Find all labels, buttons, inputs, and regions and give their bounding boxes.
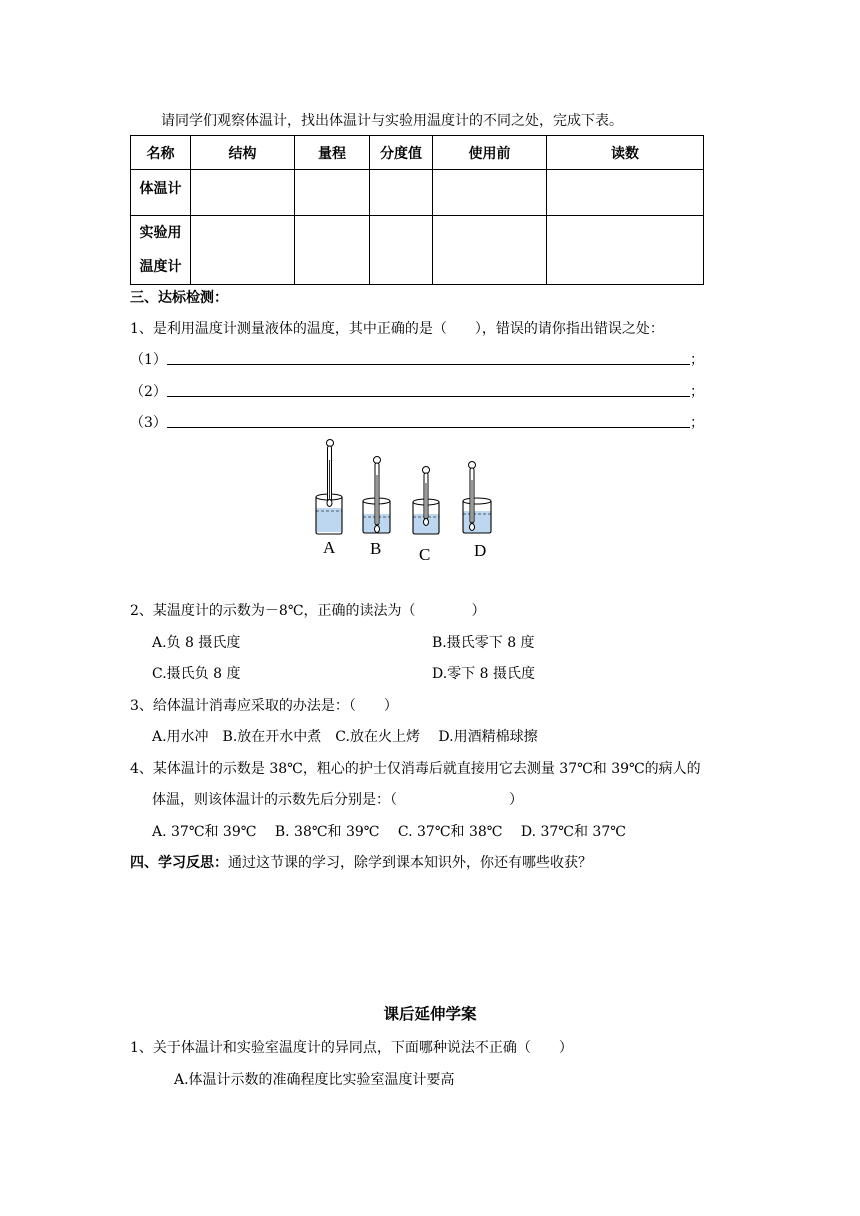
label-d: D	[474, 541, 487, 560]
label-c: C	[419, 545, 431, 564]
table-cell[interactable]	[370, 216, 433, 285]
q2-option-c[interactable]: C.摄氏负 8 度	[152, 666, 241, 682]
liquid-d	[463, 511, 491, 533]
table-cell[interactable]	[547, 170, 704, 216]
after-class-title: 课后延伸学案	[383, 1005, 477, 1023]
beaker-b	[363, 457, 390, 534]
table-cell[interactable]	[433, 170, 547, 216]
question-4-line-2: 体温，则该体温计的示数先后分别是：（ ）	[152, 792, 523, 808]
beaker-c	[413, 467, 439, 535]
section-4-text: 通过这节课的学习，除学到课本知识外，你还有哪些收获？	[228, 855, 592, 871]
q2-option-b[interactable]: B.摄氏零下 8 度	[432, 635, 535, 651]
header-division: 分度值	[370, 136, 433, 170]
q2-option-a[interactable]: A.负 8 摄氏度	[152, 635, 241, 651]
intro-text: 请同学们观察体温计，找出体温计与实验用温度计的不同之处，完成下表。	[161, 113, 623, 129]
thermometer-beakers-figure	[295, 435, 515, 567]
q4-options[interactable]: A. 37℃和 39℃ B. 38℃和 39℃ C. 37℃和 38℃ D. 37℃和 37℃	[152, 824, 626, 840]
thermometer-comparison-table	[130, 135, 704, 285]
table-header-row	[131, 136, 704, 170]
header-structure: 结构	[191, 136, 295, 170]
table-cell[interactable]	[191, 170, 295, 216]
section-4-heading: 四、学习反思：	[130, 855, 228, 871]
question-1: 1、是利用温度计测量液体的温度，其中正确的是（ ），错误的请你指出错误之处：	[130, 321, 664, 337]
table-cell[interactable]	[295, 216, 370, 285]
answer-label-2: （2）	[130, 384, 167, 400]
answer-line-1[interactable]	[167, 364, 690, 365]
beaker-a	[316, 440, 342, 535]
header-before-use: 使用前	[433, 136, 547, 170]
header-reading: 读数	[547, 136, 704, 170]
section-3-heading: 三、达标检测：	[130, 290, 228, 306]
answer-label-1: （1）	[130, 352, 167, 368]
table-cell[interactable]	[370, 170, 433, 216]
table-cell[interactable]	[433, 216, 547, 285]
answer-end-2: ；	[690, 384, 704, 400]
question-2: 2、某温度计的示数为－8℃，正确的读法为（ ）	[130, 603, 486, 619]
row-name-clinical-thermometer: 体温计	[131, 170, 191, 216]
header-name: 名称	[131, 136, 191, 170]
label-b: B	[370, 539, 382, 558]
label-a: A	[323, 538, 336, 557]
table-row	[131, 216, 704, 285]
question-3: 3、给体温计消毒应采取的办法是：（ ）	[130, 698, 398, 714]
table-cell[interactable]	[295, 170, 370, 216]
header-range: 量程	[295, 136, 370, 170]
q2-option-d[interactable]: D.零下 8 摄氏度	[432, 666, 535, 682]
table-cell[interactable]	[547, 216, 704, 285]
answer-label-3: （3）	[130, 415, 167, 431]
q3-options[interactable]: A.用水冲 B.放在开水中煮 C.放在火上烤 D.用酒精棉球擦	[152, 729, 538, 745]
question-4-line-1: 4、某体温计的示数是 38℃，粗心的护士仅消毒后就直接用它去测量 37℃和 39℃的病人的	[130, 761, 701, 777]
answer-line-2[interactable]	[167, 396, 690, 397]
liquid-a	[316, 508, 342, 532]
beaker-d	[463, 462, 491, 534]
answer-end-1: ；	[690, 352, 704, 368]
table-row	[131, 170, 704, 216]
answer-line-3[interactable]	[167, 427, 690, 428]
after-question-1: 1、关于体温计和实验室温度计的异同点，下面哪种说法不正确（ ）	[130, 1040, 573, 1056]
after-q1-option-a[interactable]: A.体温计示数的准确程度比实验室温度计要高	[174, 1072, 455, 1088]
section-4	[130, 852, 592, 872]
table-cell[interactable]	[191, 216, 295, 285]
answer-end-3: ；	[690, 415, 704, 431]
row-name-lab-thermometer: 实验用 温度计	[131, 216, 191, 285]
